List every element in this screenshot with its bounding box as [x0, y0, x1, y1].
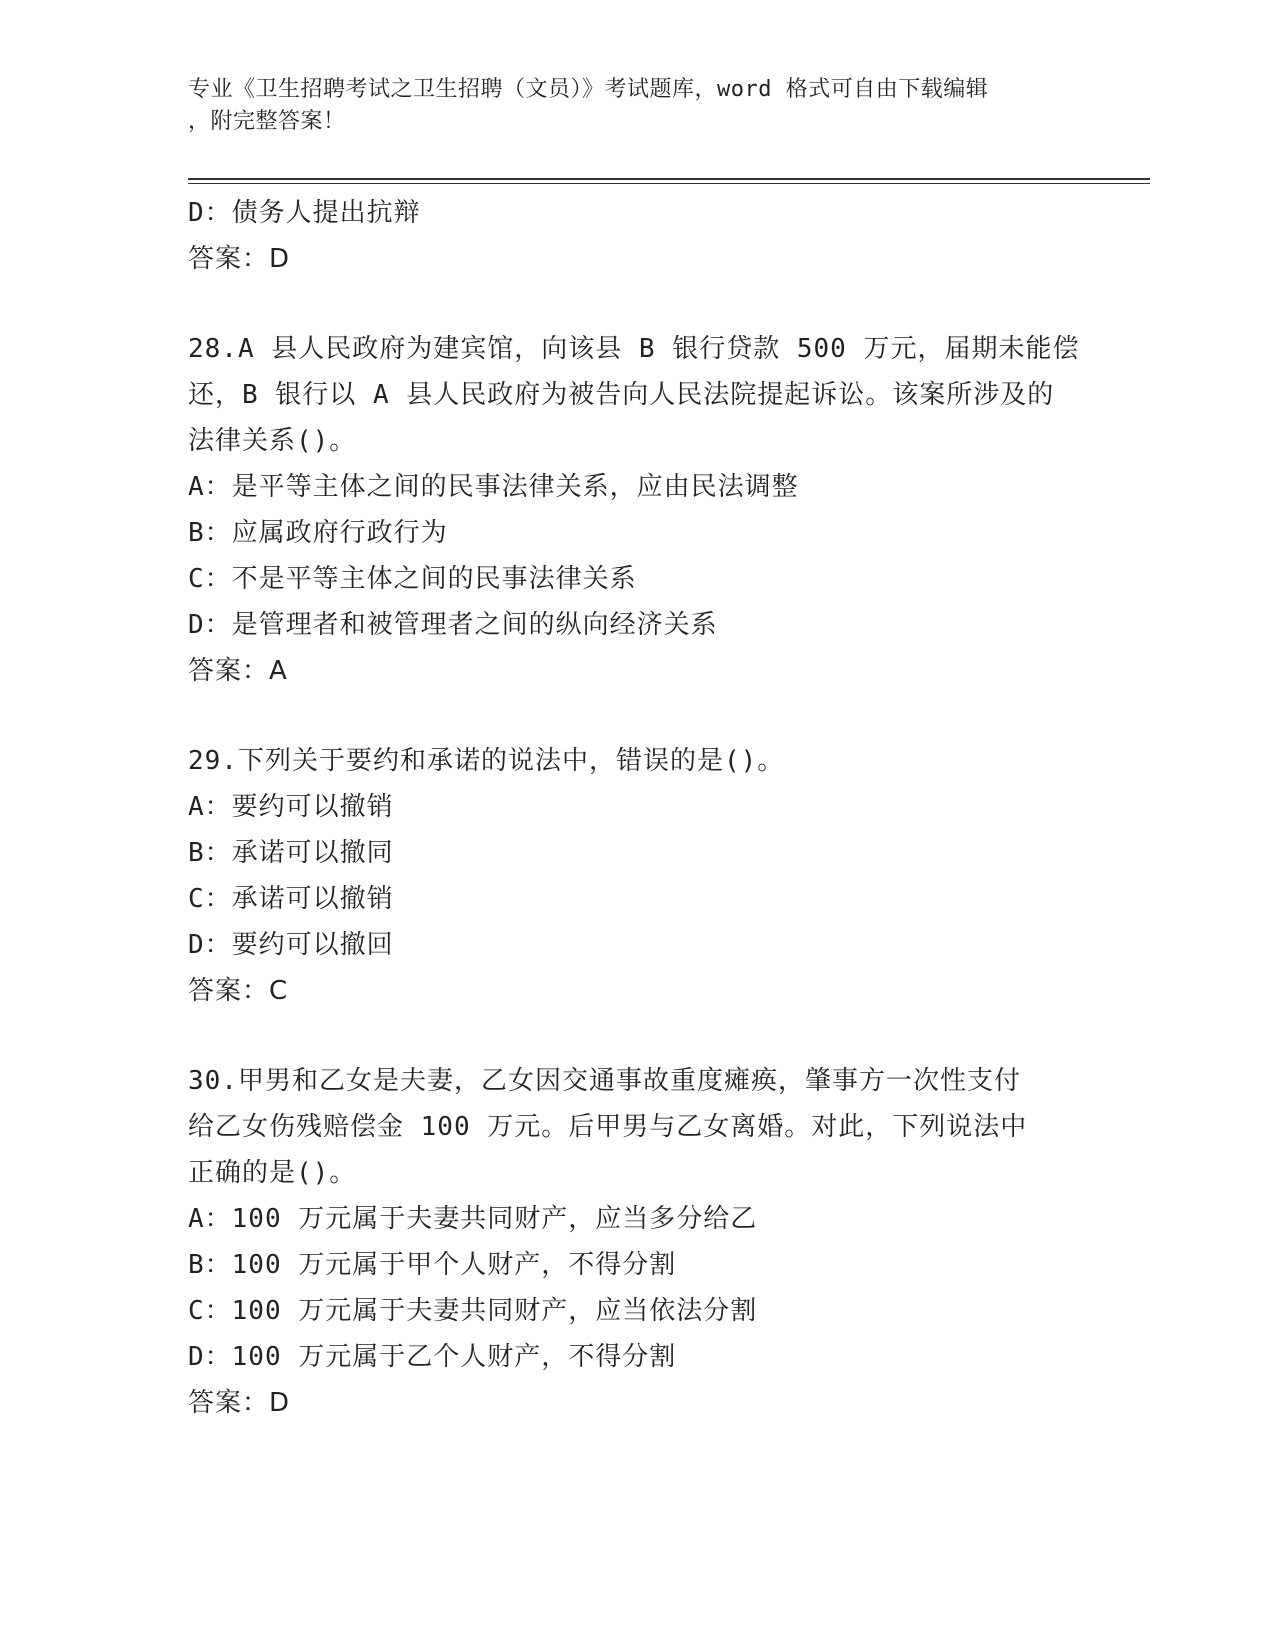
question-text-line: 29.下列关于要约和承诺的说法中，错误的是()。	[188, 746, 785, 776]
option-b: B：承诺可以撤同	[188, 838, 394, 868]
option-b: B：应属政府行政行为	[188, 518, 448, 548]
question-text-line: 法律关系()。	[188, 426, 357, 456]
answer-line: 答案：A	[188, 656, 288, 686]
question-fragment-27	[188, 190, 1088, 282]
answer-line: 答案：D	[188, 244, 291, 274]
header-divider-thin	[188, 183, 1150, 184]
question-28	[188, 326, 1088, 694]
answer-line: 答案：C	[188, 976, 289, 1006]
option-d: D：债务人提出抗辩	[188, 198, 421, 228]
option-a: A：是平等主体之间的民事法律关系，应由民法调整	[188, 472, 799, 502]
option-a: A：100 万元属于夫妻共同财产，应当多分给乙	[188, 1204, 758, 1234]
question-text-line: 还，B 银行以 A 县人民政府为被告向人民法院提起诉讼。该案所涉及的	[188, 380, 1055, 410]
question-text-line: 28.A 县人民政府为建宾馆，向该县 B 银行贷款 500 万元，届期未能偿	[188, 334, 1080, 364]
option-c: C：100 万元属于夫妻共同财产，应当依法分割	[188, 1296, 758, 1326]
header-line-1: 专业《卫生招聘考试之卫生招聘（文员）》考试题库，word 格式可自由下载编辑	[188, 77, 989, 102]
document-body	[188, 190, 1088, 1426]
question-30	[188, 1058, 1088, 1426]
option-c: C：承诺可以撤销	[188, 884, 394, 914]
option-b: B：100 万元属于甲个人财产，不得分割	[188, 1250, 677, 1280]
option-d: D：要约可以撤回	[188, 930, 394, 960]
page-header	[188, 74, 1068, 138]
question-29	[188, 738, 1088, 1014]
option-a: A：要约可以撤销	[188, 792, 394, 822]
question-text-line: 30.甲男和乙女是夫妻，乙女因交通事故重度瘫痪，肇事方一次性支付	[188, 1066, 1021, 1096]
spacer	[188, 694, 1088, 738]
header-divider-thick	[188, 178, 1150, 180]
option-c: C：不是平等主体之间的民事法律关系	[188, 564, 637, 594]
header-line-2: ，附完整答案！	[188, 109, 346, 134]
question-text-line: 正确的是()。	[188, 1158, 357, 1188]
question-text-line: 给乙女伤残赔偿金 100 万元。后甲男与乙女离婚。对此，下列说法中	[188, 1112, 1028, 1142]
spacer	[188, 282, 1088, 326]
answer-line: 答案：D	[188, 1388, 291, 1418]
spacer	[188, 1014, 1088, 1058]
option-d: D：100 万元属于乙个人财产，不得分割	[188, 1342, 677, 1372]
option-d: D：是管理者和被管理者之间的纵向经济关系	[188, 610, 718, 640]
